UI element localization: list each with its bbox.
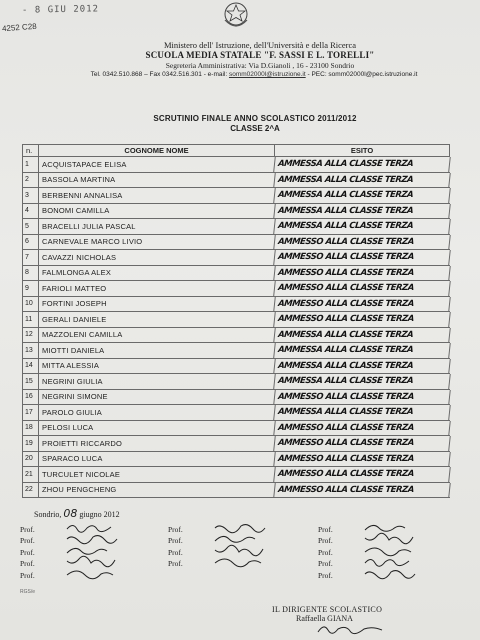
contact-phone: Tel. 0342.510.868 – Fax 0342.516.301 - e-mail: <box>90 71 229 78</box>
student-outcome: AMMESSO ALLA CLASSE TERZA <box>273 312 451 327</box>
student-name: CARNEVALE MARCO LIVIO <box>38 235 274 250</box>
student-outcome: AMMESSO ALLA CLASSE TERZA <box>273 452 451 467</box>
table-row <box>22 452 450 468</box>
student-outcome: AMMESSA ALLA CLASSE TERZA <box>273 374 451 389</box>
row-number: 14 <box>22 359 38 374</box>
row-number: 12 <box>22 328 38 343</box>
signature-line <box>318 568 340 580</box>
signature-month-year: giugno 2012 <box>79 510 120 519</box>
signature-line <box>168 557 190 569</box>
prof-label: Prof. <box>168 524 183 534</box>
student-name: ZHOU PENGCHENG <box>38 483 274 498</box>
header-outcome: ESITO <box>274 145 450 156</box>
student-name: TURCULET NICOLAE <box>38 467 274 482</box>
signatures-column-2 <box>168 522 190 568</box>
student-name: MITTA ALESSIA <box>38 359 274 374</box>
student-name: BASSOLA MARTINA <box>38 173 274 188</box>
student-outcome: AMMESSO ALLA CLASSE TERZA <box>273 235 451 250</box>
table-row <box>22 204 450 220</box>
row-number: 6 <box>22 235 38 250</box>
prof-label: Prof. <box>20 570 35 580</box>
signature-line <box>20 522 42 534</box>
student-outcome: AMMESSA ALLA CLASSE TERZA <box>273 359 451 374</box>
signature-line <box>318 557 340 569</box>
table-row <box>22 436 450 452</box>
signature-line <box>168 545 190 557</box>
row-number: 22 <box>22 483 38 498</box>
prof-label: Prof. <box>20 559 35 568</box>
table-row <box>22 374 450 390</box>
student-name: GERALI DANIELE <box>38 312 274 327</box>
signature-line <box>20 534 42 546</box>
prof-label: Prof. <box>20 524 35 534</box>
table-row <box>22 266 450 282</box>
handwritten-signature-icon <box>42 566 152 580</box>
student-name: BERBENNI ANNALISA <box>38 188 274 203</box>
student-outcome: AMMESSO ALLA CLASSE TERZA <box>273 250 451 265</box>
table-row <box>22 250 450 266</box>
table-row <box>22 328 450 344</box>
student-outcome: AMMESSA ALLA CLASSE TERZA <box>273 173 451 188</box>
row-number: 8 <box>22 266 38 281</box>
handwritten-signature-icon <box>340 566 450 580</box>
student-outcome: AMMESSA ALLA CLASSE TERZA <box>273 405 451 420</box>
signature-line <box>168 534 190 546</box>
student-outcome: AMMESSA ALLA CLASSE TERZA <box>273 343 451 358</box>
director-title: IL DIRIGENTE SCOLASTICO <box>272 605 383 614</box>
table-row <box>22 359 450 375</box>
signatures-column-1 <box>20 522 42 580</box>
student-name: ACQUISTAPACE ELISA <box>38 157 274 172</box>
row-number: 20 <box>22 452 38 467</box>
table-row <box>22 281 450 297</box>
signature-line <box>20 557 42 569</box>
student-name: NEGRINI SIMONE <box>38 390 274 405</box>
student-outcome: AMMESSO ALLA CLASSE TERZA <box>273 297 451 312</box>
student-outcome: AMMESSO ALLA CLASSE TERZA <box>273 266 451 281</box>
ministry-line: Ministero dell' Istruzione, dell'Università e della Ricerca <box>163 40 357 50</box>
table-row <box>22 297 450 313</box>
prof-label: Prof. <box>318 547 333 557</box>
signature-line <box>318 534 340 546</box>
row-number: 11 <box>22 312 38 327</box>
contact-email: somm02000l@istruzione.it <box>228 71 306 78</box>
table-row <box>22 312 450 328</box>
table-row <box>22 467 450 483</box>
handwritten-signature-icon <box>190 554 300 568</box>
student-name: BONOMI CAMILLA <box>38 204 274 219</box>
prof-label: Prof. <box>318 559 333 568</box>
table-row <box>22 390 450 406</box>
student-name: FARIOLI MATTEO <box>38 281 274 296</box>
table-row <box>22 157 450 173</box>
reference-mark: RGS/e <box>20 589 36 595</box>
header-name: COGNOME NOME <box>38 145 274 156</box>
student-name: MIOTTI DANIELA <box>38 343 274 358</box>
student-name: CAVAZZI NICHOLAS <box>38 250 274 265</box>
secretariat-address: Segreteria Amministrativa: Via D.Gianoli , 16 - 23100 Sondrio <box>165 61 355 70</box>
student-name: FORTINI JOSEPH <box>38 297 274 312</box>
student-outcome: AMMESSO ALLA CLASSE TERZA <box>273 483 451 498</box>
prof-label: Prof. <box>318 570 333 580</box>
signatures-column-3 <box>318 522 340 580</box>
place-label: Sondrio, <box>34 510 62 519</box>
table-row <box>22 173 450 189</box>
row-number: 18 <box>22 421 38 436</box>
prof-label: Prof. <box>20 536 35 545</box>
prof-label: Prof. <box>318 524 333 534</box>
row-number: 9 <box>22 281 38 296</box>
student-outcome: AMMESSO ALLA CLASSE TERZA <box>273 390 451 405</box>
student-name: FALMLONGA ALEX <box>38 266 274 281</box>
table-row <box>22 343 450 359</box>
table-row <box>22 219 450 235</box>
table-row <box>22 421 450 437</box>
student-name: PELOSI LUCA <box>38 421 274 436</box>
row-number: 19 <box>22 436 38 451</box>
school-name: SCUOLA MEDIA STATALE "F. SASSI E L. TORELLI" <box>145 50 375 60</box>
prof-label: Prof. <box>318 536 333 545</box>
student-name: BRACELLI JULIA PASCAL <box>38 219 274 234</box>
student-name: MAZZOLENI CAMILLA <box>38 328 274 343</box>
signature-line <box>318 545 340 557</box>
contact-line <box>34 71 474 78</box>
student-name: SPARACO LUCA <box>38 452 274 467</box>
prof-label: Prof. <box>20 547 35 557</box>
student-outcome: AMMESSA ALLA CLASSE TERZA <box>273 328 451 343</box>
row-number: 16 <box>22 390 38 405</box>
row-number: 21 <box>22 467 38 482</box>
document-title: SCRUTINIO FINALE ANNO SCOLASTICO 2011/2012 <box>153 114 357 123</box>
table-row <box>22 405 450 421</box>
student-outcome: AMMESSO ALLA CLASSE TERZA <box>273 436 451 451</box>
row-number: 15 <box>22 374 38 389</box>
class-title: CLASSE 2^A <box>230 124 280 133</box>
student-outcome: AMMESSA ALLA CLASSE TERZA <box>273 157 451 172</box>
table-row <box>22 235 450 251</box>
director-signature-icon <box>316 622 386 636</box>
republic-emblem-icon <box>219 0 253 30</box>
student-outcome: AMMESSO ALLA CLASSE TERZA <box>273 281 451 296</box>
header-number: n. <box>22 145 38 156</box>
row-number: 13 <box>22 343 38 358</box>
protocol-number: 4252 C28 <box>1 21 37 34</box>
row-number: 3 <box>22 188 38 203</box>
row-number: 7 <box>22 250 38 265</box>
prof-label: Prof. <box>168 559 183 568</box>
row-number: 17 <box>22 405 38 420</box>
student-outcome: AMMESSO ALLA CLASSE TERZA <box>273 467 451 482</box>
row-number: 4 <box>22 204 38 219</box>
director-name: Raffaella GIANA <box>296 614 353 623</box>
student-name: NEGRINI GIULIA <box>38 374 274 389</box>
student-outcome: AMMESSA ALLA CLASSE TERZA <box>273 188 451 203</box>
student-outcome: AMMESSO ALLA CLASSE TERZA <box>273 421 451 436</box>
signature-line <box>318 522 340 534</box>
row-number: 10 <box>22 297 38 312</box>
results-table <box>22 144 450 498</box>
student-outcome: AMMESSA ALLA CLASSE TERZA <box>273 219 451 234</box>
contact-pec: - PEC: somm02000l@pec.istruzione.it <box>305 71 418 78</box>
row-number: 5 <box>22 219 38 234</box>
place-date <box>34 507 120 520</box>
table-row <box>22 483 450 499</box>
signature-day: 08 <box>63 507 78 520</box>
student-name: PROIETTI RICCARDO <box>38 436 274 451</box>
prof-label: Prof. <box>168 547 183 557</box>
signature-line <box>20 568 42 580</box>
table-header-row <box>22 144 450 157</box>
row-number: 1 <box>22 157 38 172</box>
received-date-stamp: - 8 GIU 2012 <box>21 4 100 16</box>
table-row <box>22 188 450 204</box>
signature-line <box>168 522 190 534</box>
student-name: PAROLO GIULIA <box>38 405 274 420</box>
signature-line <box>20 545 42 557</box>
prof-label: Prof. <box>168 536 183 545</box>
student-outcome: AMMESSA ALLA CLASSE TERZA <box>273 204 451 219</box>
row-number: 2 <box>22 173 38 188</box>
